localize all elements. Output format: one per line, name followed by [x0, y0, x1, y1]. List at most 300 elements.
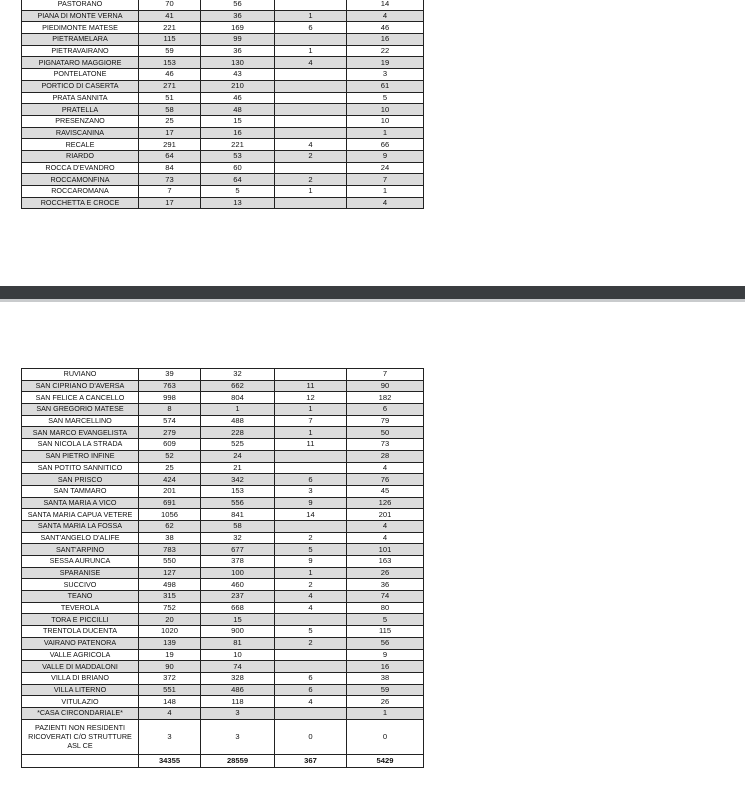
cell-a: 46 — [139, 69, 201, 81]
table-row — [22, 520, 424, 532]
cell-b: 228 — [201, 427, 275, 439]
table-row — [22, 150, 424, 162]
table-row — [22, 556, 424, 568]
cell-name: SAN MARCELLINO — [22, 415, 139, 427]
municipality-table-page-1 — [21, 0, 424, 209]
cell-name: SAN NICOLA LA STRADA — [22, 439, 139, 451]
cell-a: 8 — [139, 404, 201, 416]
cell-b: 556 — [201, 497, 275, 509]
table-row — [22, 497, 424, 509]
cell-name: SAN MARCO EVANGELISTA — [22, 427, 139, 439]
table-row — [22, 10, 424, 22]
cell-d: 7 — [347, 174, 424, 186]
table-row — [22, 626, 424, 638]
table-row — [22, 474, 424, 486]
table-row — [22, 404, 424, 416]
cell-d: 61 — [347, 80, 424, 92]
table-row — [22, 532, 424, 544]
cell-b: 668 — [201, 602, 275, 614]
table-row — [22, 115, 424, 127]
cell-c — [275, 369, 347, 381]
cell-total-a: 34355 — [139, 754, 201, 767]
cell-a: 7 — [139, 186, 201, 198]
cell-b: 81 — [201, 637, 275, 649]
cell-d: 101 — [347, 544, 424, 556]
cell-c: 1 — [275, 45, 347, 57]
cell-d: 22 — [347, 45, 424, 57]
cell-b: 100 — [201, 567, 275, 579]
cell-b: 460 — [201, 579, 275, 591]
cell-d: 16 — [347, 661, 424, 673]
cell-a: 291 — [139, 139, 201, 151]
cell-c: 4 — [275, 139, 347, 151]
cell-b: 48 — [201, 104, 275, 116]
cell-c — [275, 197, 347, 209]
cell-c — [275, 450, 347, 462]
cell-b: 13 — [201, 197, 275, 209]
cell-name: SAN PIETRO INFINE — [22, 450, 139, 462]
cell-d: 90 — [347, 380, 424, 392]
cell-b: 677 — [201, 544, 275, 556]
cell-d: 74 — [347, 591, 424, 603]
cell-name: PIEDIMONTE MATESE — [22, 22, 139, 34]
cell-c: 4 — [275, 591, 347, 603]
cell-d: 76 — [347, 474, 424, 486]
table-row — [22, 462, 424, 474]
cell-name — [22, 754, 139, 767]
cell-d: 73 — [347, 439, 424, 451]
cell-c: 7 — [275, 415, 347, 427]
cell-c: 5 — [275, 626, 347, 638]
cell-a: 424 — [139, 474, 201, 486]
cell-name: PIGNATARO MAGGIORE — [22, 57, 139, 69]
cell-name: TORA E PICCILLI — [22, 614, 139, 626]
cell-d: 1 — [347, 127, 424, 139]
cell-d: 9 — [347, 649, 424, 661]
cell-d: 163 — [347, 556, 424, 568]
cell-name: VALLE AGRICOLA — [22, 649, 139, 661]
cell-c: 14 — [275, 509, 347, 521]
table-row — [22, 174, 424, 186]
cell-b: 46 — [201, 92, 275, 104]
cell-a: 51 — [139, 92, 201, 104]
cell-name: TEANO — [22, 591, 139, 603]
table-row — [22, 104, 424, 116]
cell-a: 609 — [139, 439, 201, 451]
table-row — [22, 127, 424, 139]
cell-d: 26 — [347, 567, 424, 579]
cell-name: VILLA LITERNO — [22, 684, 139, 696]
cell-a: 127 — [139, 567, 201, 579]
cell-b: 99 — [201, 34, 275, 46]
cell-b: 32 — [201, 532, 275, 544]
cell-d: 4 — [347, 520, 424, 532]
cell-a: 271 — [139, 80, 201, 92]
table-row — [22, 45, 424, 57]
cell-b: 16 — [201, 127, 275, 139]
cell-c: 2 — [275, 532, 347, 544]
cell-c — [275, 614, 347, 626]
cell-a: 73 — [139, 174, 201, 186]
table-row — [22, 485, 424, 497]
cell-b: 10 — [201, 649, 275, 661]
cell-c — [275, 69, 347, 81]
table-row — [22, 392, 424, 404]
cell-c: 2 — [275, 150, 347, 162]
cell-c: 11 — [275, 439, 347, 451]
table-row — [22, 415, 424, 427]
cell-c — [275, 115, 347, 127]
cell-name: VALLE DI MADDALONI — [22, 661, 139, 673]
cell-a: 1056 — [139, 509, 201, 521]
cell-d: 28 — [347, 450, 424, 462]
cell-c: 4 — [275, 696, 347, 708]
cell-c — [275, 80, 347, 92]
cell-c — [275, 0, 347, 10]
cell-name: SUCCIVO — [22, 579, 139, 591]
table-row — [22, 186, 424, 198]
cell-name: SANTA MARIA CAPUA VETERE — [22, 509, 139, 521]
cell-name: SANTA MARIA LA FOSSA — [22, 520, 139, 532]
table-row — [22, 614, 424, 626]
cell-d: 46 — [347, 22, 424, 34]
cell-c: 6 — [275, 22, 347, 34]
cell-b: 32 — [201, 369, 275, 381]
cell-d: 4 — [347, 532, 424, 544]
cell-b: 1 — [201, 404, 275, 416]
table-row — [22, 684, 424, 696]
cell-a: 17 — [139, 197, 201, 209]
table-row — [22, 380, 424, 392]
cell-d: 5 — [347, 92, 424, 104]
cell-b: 169 — [201, 22, 275, 34]
cell-name: PAZIENTI NON RESIDENTI RICOVERATI C/O STRUTTURE ASL CE — [22, 719, 139, 754]
cell-c: 1 — [275, 567, 347, 579]
table-row — [22, 139, 424, 151]
table-row — [22, 80, 424, 92]
cell-c: 5 — [275, 544, 347, 556]
table-row — [22, 92, 424, 104]
cell-name: RIARDO — [22, 150, 139, 162]
table-row — [22, 567, 424, 579]
cell-d: 0 — [347, 719, 424, 754]
table-row — [22, 197, 424, 209]
cell-name: SANT'ARPINO — [22, 544, 139, 556]
cell-d: 1 — [347, 707, 424, 719]
cell-c — [275, 127, 347, 139]
cell-a: 84 — [139, 162, 201, 174]
cell-a: 139 — [139, 637, 201, 649]
cell-a: 998 — [139, 392, 201, 404]
cell-d: 182 — [347, 392, 424, 404]
cell-d: 59 — [347, 684, 424, 696]
cell-b: 58 — [201, 520, 275, 532]
cell-name: PIETRAMELARA — [22, 34, 139, 46]
cell-b: 3 — [201, 707, 275, 719]
cell-d: 126 — [347, 497, 424, 509]
cell-b: 328 — [201, 672, 275, 684]
cell-d: 16 — [347, 34, 424, 46]
cell-name: SAN TAMMARO — [22, 485, 139, 497]
cell-d: 36 — [347, 579, 424, 591]
cell-a: 783 — [139, 544, 201, 556]
cell-b: 56 — [201, 0, 275, 10]
table-row — [22, 696, 424, 708]
table-row — [22, 439, 424, 451]
cell-a: 20 — [139, 614, 201, 626]
cell-d: 4 — [347, 197, 424, 209]
cell-c: 2 — [275, 579, 347, 591]
cell-b: 488 — [201, 415, 275, 427]
cell-c — [275, 92, 347, 104]
cell-total-b: 28559 — [201, 754, 275, 767]
table-row — [22, 22, 424, 34]
cell-a: 551 — [139, 684, 201, 696]
cell-c: 1 — [275, 10, 347, 22]
cell-b: 60 — [201, 162, 275, 174]
table-row — [22, 649, 424, 661]
cell-name: PRATA SANNITA — [22, 92, 139, 104]
table-row — [22, 672, 424, 684]
cell-b: 43 — [201, 69, 275, 81]
cell-b: 378 — [201, 556, 275, 568]
table-row — [22, 69, 424, 81]
table-row — [22, 544, 424, 556]
cell-a: 763 — [139, 380, 201, 392]
cell-name: TRENTOLA DUCENTA — [22, 626, 139, 638]
cell-total-c: 367 — [275, 754, 347, 767]
cell-name: PIETRAVAIRANO — [22, 45, 139, 57]
cell-a: 64 — [139, 150, 201, 162]
cell-d: 56 — [347, 637, 424, 649]
cell-a: 38 — [139, 532, 201, 544]
cell-c — [275, 520, 347, 532]
cell-d: 19 — [347, 57, 424, 69]
cell-a: 115 — [139, 34, 201, 46]
cell-a: 90 — [139, 661, 201, 673]
cell-d: 115 — [347, 626, 424, 638]
cell-name: SAN CIPRIANO D'AVERSA — [22, 380, 139, 392]
page-divider — [0, 286, 745, 299]
cell-b: 64 — [201, 174, 275, 186]
cell-c: 9 — [275, 497, 347, 509]
cell-name: SAN PRISCO — [22, 474, 139, 486]
cell-b: 130 — [201, 57, 275, 69]
cell-name: RAVISCANINA — [22, 127, 139, 139]
cell-name: VILLA DI BRIANO — [22, 672, 139, 684]
cell-a: 3 — [139, 719, 201, 754]
cell-d: 3 — [347, 69, 424, 81]
table-row — [22, 579, 424, 591]
cell-a: 372 — [139, 672, 201, 684]
table-row-total — [22, 754, 424, 767]
cell-c: 2 — [275, 637, 347, 649]
cell-c: 2 — [275, 174, 347, 186]
cell-a: 148 — [139, 696, 201, 708]
cell-c — [275, 649, 347, 661]
cell-b: 36 — [201, 10, 275, 22]
cell-d: 201 — [347, 509, 424, 521]
table-row — [22, 57, 424, 69]
cell-d: 38 — [347, 672, 424, 684]
cell-name: ROCCAMONFINA — [22, 174, 139, 186]
cell-d: 66 — [347, 139, 424, 151]
cell-a: 498 — [139, 579, 201, 591]
cell-d: 26 — [347, 696, 424, 708]
table-row — [22, 707, 424, 719]
cell-a: 25 — [139, 462, 201, 474]
cell-a: 201 — [139, 485, 201, 497]
cell-b: 5 — [201, 186, 275, 198]
table-row — [22, 369, 424, 381]
cell-d: 50 — [347, 427, 424, 439]
cell-name: TEVEROLA — [22, 602, 139, 614]
cell-a: 17 — [139, 127, 201, 139]
table-row — [22, 602, 424, 614]
cell-a: 221 — [139, 22, 201, 34]
cell-d: 1 — [347, 186, 424, 198]
cell-c — [275, 104, 347, 116]
cell-b: 237 — [201, 591, 275, 603]
municipality-table-page-2 — [21, 368, 424, 768]
cell-a: 70 — [139, 0, 201, 10]
cell-name: SESSA AURUNCA — [22, 556, 139, 568]
cell-d: 14 — [347, 0, 424, 10]
cell-a: 279 — [139, 427, 201, 439]
cell-c: 6 — [275, 684, 347, 696]
cell-name: SANT'ANGELO D'ALIFE — [22, 532, 139, 544]
cell-total-d: 5429 — [347, 754, 424, 767]
cell-c: 3 — [275, 485, 347, 497]
cell-a: 52 — [139, 450, 201, 462]
cell-b: 53 — [201, 150, 275, 162]
cell-c: 6 — [275, 672, 347, 684]
cell-a: 550 — [139, 556, 201, 568]
cell-a: 62 — [139, 520, 201, 532]
cell-b: 15 — [201, 115, 275, 127]
cell-a: 1020 — [139, 626, 201, 638]
cell-c: 1 — [275, 404, 347, 416]
cell-c: 9 — [275, 556, 347, 568]
cell-b: 21 — [201, 462, 275, 474]
cell-b: 900 — [201, 626, 275, 638]
cell-b: 342 — [201, 474, 275, 486]
cell-name: PIANA DI MONTE VERNA — [22, 10, 139, 22]
cell-name: ROCCAROMANA — [22, 186, 139, 198]
cell-d: 80 — [347, 602, 424, 614]
cell-c — [275, 661, 347, 673]
cell-c: 11 — [275, 380, 347, 392]
cell-name: PONTELATONE — [22, 69, 139, 81]
cell-name: VAIRANO PATENORA — [22, 637, 139, 649]
cell-c: 4 — [275, 57, 347, 69]
cell-a: 39 — [139, 369, 201, 381]
cell-d: 10 — [347, 104, 424, 116]
cell-name: SANTA MARIA A VICO — [22, 497, 139, 509]
cell-b: 24 — [201, 450, 275, 462]
cell-name: VITULAZIO — [22, 696, 139, 708]
table-row-note — [22, 719, 424, 754]
cell-c — [275, 707, 347, 719]
cell-d: 4 — [347, 462, 424, 474]
table-row — [22, 661, 424, 673]
cell-name: PASTORANO — [22, 0, 139, 10]
cell-d: 7 — [347, 369, 424, 381]
cell-c: 1 — [275, 427, 347, 439]
cell-a: 315 — [139, 591, 201, 603]
cell-b: 36 — [201, 45, 275, 57]
cell-b: 525 — [201, 439, 275, 451]
cell-b: 662 — [201, 380, 275, 392]
cell-name: ROCCHETTA E CROCE — [22, 197, 139, 209]
cell-b: 153 — [201, 485, 275, 497]
table-row — [22, 162, 424, 174]
cell-a: 752 — [139, 602, 201, 614]
cell-a: 58 — [139, 104, 201, 116]
table-row — [22, 450, 424, 462]
cell-d: 4 — [347, 10, 424, 22]
cell-b: 221 — [201, 139, 275, 151]
table-row — [22, 427, 424, 439]
cell-name: PRESENZANO — [22, 115, 139, 127]
pdf-page-1 — [0, 0, 745, 286]
cell-a: 691 — [139, 497, 201, 509]
table-row — [22, 509, 424, 521]
cell-c: 4 — [275, 602, 347, 614]
cell-name: ROCCA D'EVANDRO — [22, 162, 139, 174]
cell-b: 841 — [201, 509, 275, 521]
table-row — [22, 34, 424, 46]
cell-d: 5 — [347, 614, 424, 626]
cell-name: *CASA CIRCONDARIALE* — [22, 707, 139, 719]
pdf-page-2 — [0, 302, 745, 800]
cell-c: 12 — [275, 392, 347, 404]
cell-name: SAN FELICE A CANCELLO — [22, 392, 139, 404]
table-row — [22, 591, 424, 603]
table-row — [22, 0, 424, 10]
cell-a: 153 — [139, 57, 201, 69]
cell-d: 9 — [347, 150, 424, 162]
cell-c: 6 — [275, 474, 347, 486]
cell-b: 3 — [201, 719, 275, 754]
cell-b: 804 — [201, 392, 275, 404]
cell-a: 41 — [139, 10, 201, 22]
cell-d: 10 — [347, 115, 424, 127]
cell-a: 574 — [139, 415, 201, 427]
cell-name: RUVIANO — [22, 369, 139, 381]
cell-c — [275, 462, 347, 474]
cell-d: 6 — [347, 404, 424, 416]
table-row — [22, 637, 424, 649]
cell-name: SAN POTITO SANNITICO — [22, 462, 139, 474]
cell-c — [275, 162, 347, 174]
cell-name: PORTICO DI CASERTA — [22, 80, 139, 92]
cell-name: PRATELLA — [22, 104, 139, 116]
cell-b: 15 — [201, 614, 275, 626]
cell-d: 79 — [347, 415, 424, 427]
cell-name: RECALE — [22, 139, 139, 151]
cell-b: 210 — [201, 80, 275, 92]
cell-a: 25 — [139, 115, 201, 127]
cell-b: 118 — [201, 696, 275, 708]
cell-d: 45 — [347, 485, 424, 497]
cell-b: 486 — [201, 684, 275, 696]
cell-name: SAN GREGORIO MATESE — [22, 404, 139, 416]
cell-name: SPARANISE — [22, 567, 139, 579]
cell-a: 59 — [139, 45, 201, 57]
cell-a: 4 — [139, 707, 201, 719]
cell-c: 1 — [275, 186, 347, 198]
